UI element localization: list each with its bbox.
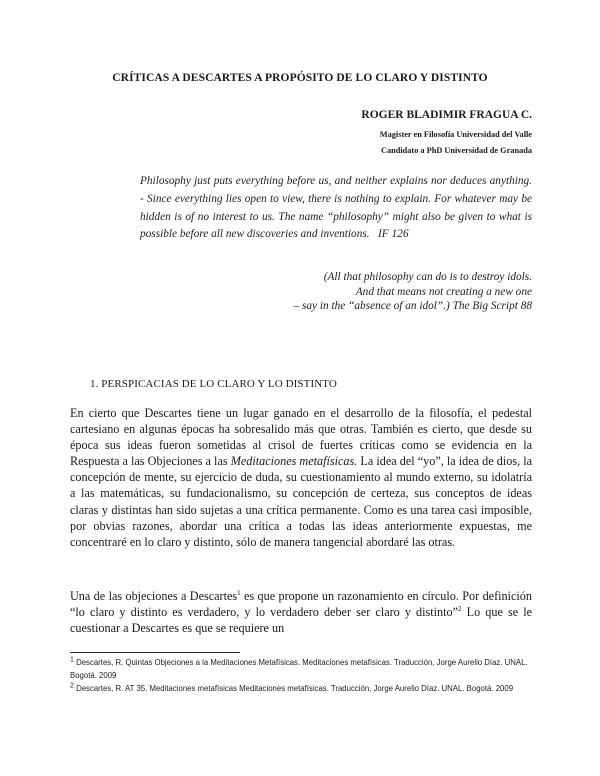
affiliation-master: Magister en Filosofía Universidad del Valle — [379, 130, 532, 139]
footnote-1-text: Descartes, R. Quintas Objeciones a la Meditaciones Metafísicas. Meditaciones metafísicas. Traducción, Jorge Aurelio Díaz. UNAL. Bogotá. 2009 — [70, 658, 528, 680]
paragraph-1-text-start: En cierto que Descartes tiene un lugar ganado en el desarrollo de la filosofía, el pedestal cartesiano en algunas épocas ha sobresalido más que otras. También es cierto, que desde su época sus ideas fueron sometidas al crisol de fuertes críticas como se evidencia en la Respuesta a las Objeciones a las — [70, 406, 532, 469]
body-paragraph-1 — [70, 405, 532, 550]
paragraph-1-text-end: La idea del “yo”, la idea de dios, la concepción de mente, su ejercicio de duda, su cuestionamiento al mundo externo, su idolatría a las matemáticas, su fundacionalismo, su concepción de certeza, sus conceptos de ideas claras y distintas han sido sujetas a una crítica permanente. Como es una tarea casi imposible, por obvias razones, abordar una crítica a todas las ideas anteriormente expuestas, me concentraré en lo claro y distinto, sólo de manera tangencial abordaré las otras. — [70, 454, 532, 549]
footnote-2 — [70, 683, 532, 696]
footnote-2-text: Descartes, R. AT 35. Meditaciones metafísicas Meditaciones metafísicas. Traducción, Jorge Aurelio Díaz. UNAL. Bogotá. 2009 — [76, 684, 514, 693]
epigraph-quote — [140, 173, 532, 244]
footnote-divider — [70, 652, 240, 653]
epigraph-source: IF 126 — [378, 228, 409, 241]
paragraph-2-text-2: es que propone un razonamiento en círculo. Por definición “lo claro y distinto es verdadero, y lo verdadero deber ser claro y distinto” — [70, 589, 532, 620]
footnote-ref-2[interactable]: 2 — [458, 605, 462, 614]
footnote-1-mark: 1 — [70, 656, 74, 664]
second-epigraph-line-2: And that means not creating a new one — [355, 285, 532, 298]
second-epigraph-line-1: (All that philosophy can do is to destroy idols. — [323, 271, 532, 283]
footnote-ref-1[interactable]: 1 — [237, 588, 241, 597]
paragraph-2-text-3: Lo que se le cuestionar a Descartes es que se requiere un — [70, 605, 533, 636]
paper-title: CRÍTICAS A DESCARTES A PROPÓSITO DE LO CLARO Y DISTINTO — [112, 72, 488, 84]
footnote-1 — [70, 657, 532, 682]
author-name: ROGER BLADIMIR FRAGUA C. — [361, 109, 532, 121]
second-epigraph-line-3: – say in the “absence of an idol”.) The Big Script 88 — [293, 300, 532, 312]
footnote-2-mark: 2 — [70, 682, 74, 690]
section-heading: 1. PERSPICACIAS DE LO CLARO Y LO DISTINTO — [90, 378, 337, 390]
paragraph-2-text-1: Una de las objeciones a Descartes — [70, 589, 238, 603]
second-epigraph — [294, 270, 532, 314]
paragraph-1-italic-title: Meditaciones metafísicas. — [230, 454, 358, 469]
epigraph-text: Philosophy just puts everything before us, and neither explains nor deduces anything. - Since everything lies open to view, there is nothing to explain. For whatever may be hidden is of no interest to us. The name “philosophy” might also be given to what is possible before all new discoveries and inventions. — [140, 175, 532, 241]
affiliation-phd: Candidato a PhD Universidad de Granada — [381, 146, 532, 155]
body-paragraph-2 — [70, 588, 532, 636]
